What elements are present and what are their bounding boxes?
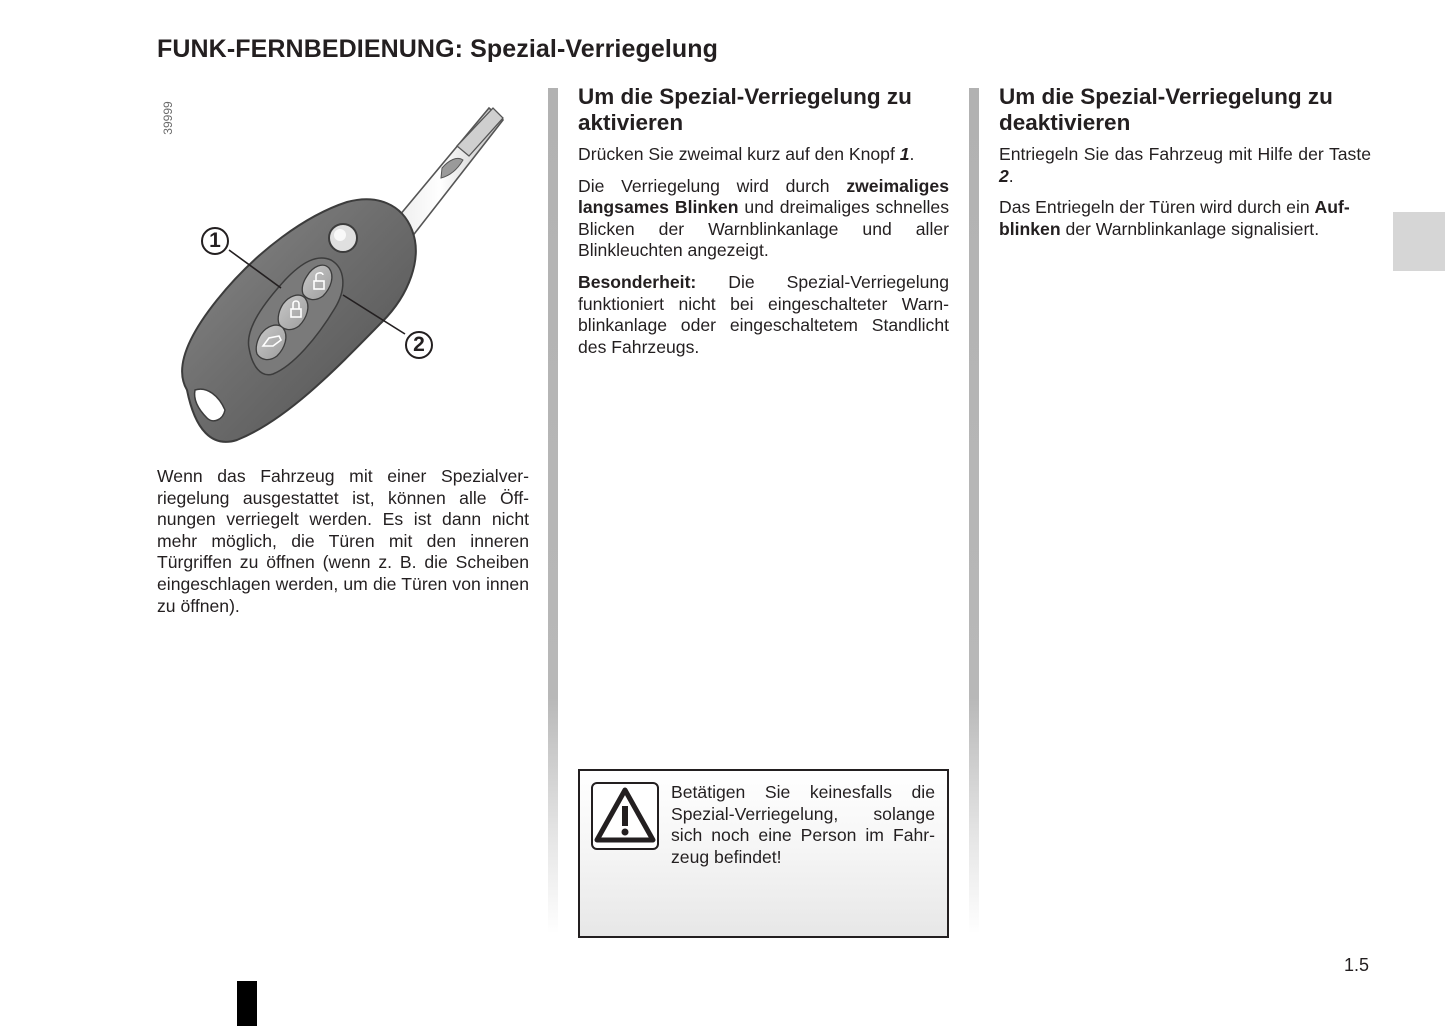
key-fob-icon [157,90,529,450]
warning-box [578,769,949,938]
callout-2: 2 [405,331,433,359]
deactivate-heading: Um die Spezial-Verriegelung zu deaktivieren [999,84,1333,135]
deactivate-section [999,84,1371,250]
warning-text: Betätigen Sie keinesfalls die Spezial-Verriegelung, solange sich noch eine Person im Fahrzeug befindet! [671,782,935,867]
activate-step: Drücken Sie zweimal kurz auf den Knopf 1. [578,144,915,164]
activate-indication: Die Verriegelung wird durch zweimaliges langsames Blinken und dreimaliges schnelles Blicken der Warnblinkanlage und aller Blinkleuchten angezeigt. [578,175,950,261]
column-separator-2 [969,88,979,934]
activate-heading: Um die Spezial-Verriegelung zu aktivieren [578,84,912,135]
key-fob-illustration [157,90,529,450]
section-thumb-tab [1393,212,1445,271]
print-mark [237,981,257,1026]
activate-note: Besonderheit: Die Spezial-Verriegelung funktioniert nicht bei eingeschalteter Warnblinkanlage oder eingeschaltetem Standlicht des Fahrzeugs. [578,271,949,357]
left-paragraph [157,466,529,627]
page-number: 1.5 [1344,955,1370,975]
page-title: FUNK-FERNBEDIENUNG: Spezial-Verriegelung [157,35,719,63]
deactivate-indication: Das Entriegeln der Türen wird durch ein Aufblinken der Warnblinkanlage signalisiert. [999,197,1350,239]
figure-code: 39999 [161,101,175,135]
column-separator-1 [548,88,558,934]
intro-paragraph: Wenn das Fahrzeug mit einer Spezialverriegelung ausgestattet ist, können alle Öffnungen verriegelt werden. Es ist dann nicht mehr möglich, die Türen mit den inneren Türgriffen zu öffnen (wenn z. B. die Scheiben eingeschlagen werden, um die Türen von innen zu öffnen). [157,466,529,616]
deactivate-step: Entriegeln Sie das Fahrzeug mit Hilfe der Taste 2. [999,144,1371,186]
warning-triangle-icon [591,782,659,850]
activate-section [578,84,949,368]
callout-1: 1 [201,227,229,255]
